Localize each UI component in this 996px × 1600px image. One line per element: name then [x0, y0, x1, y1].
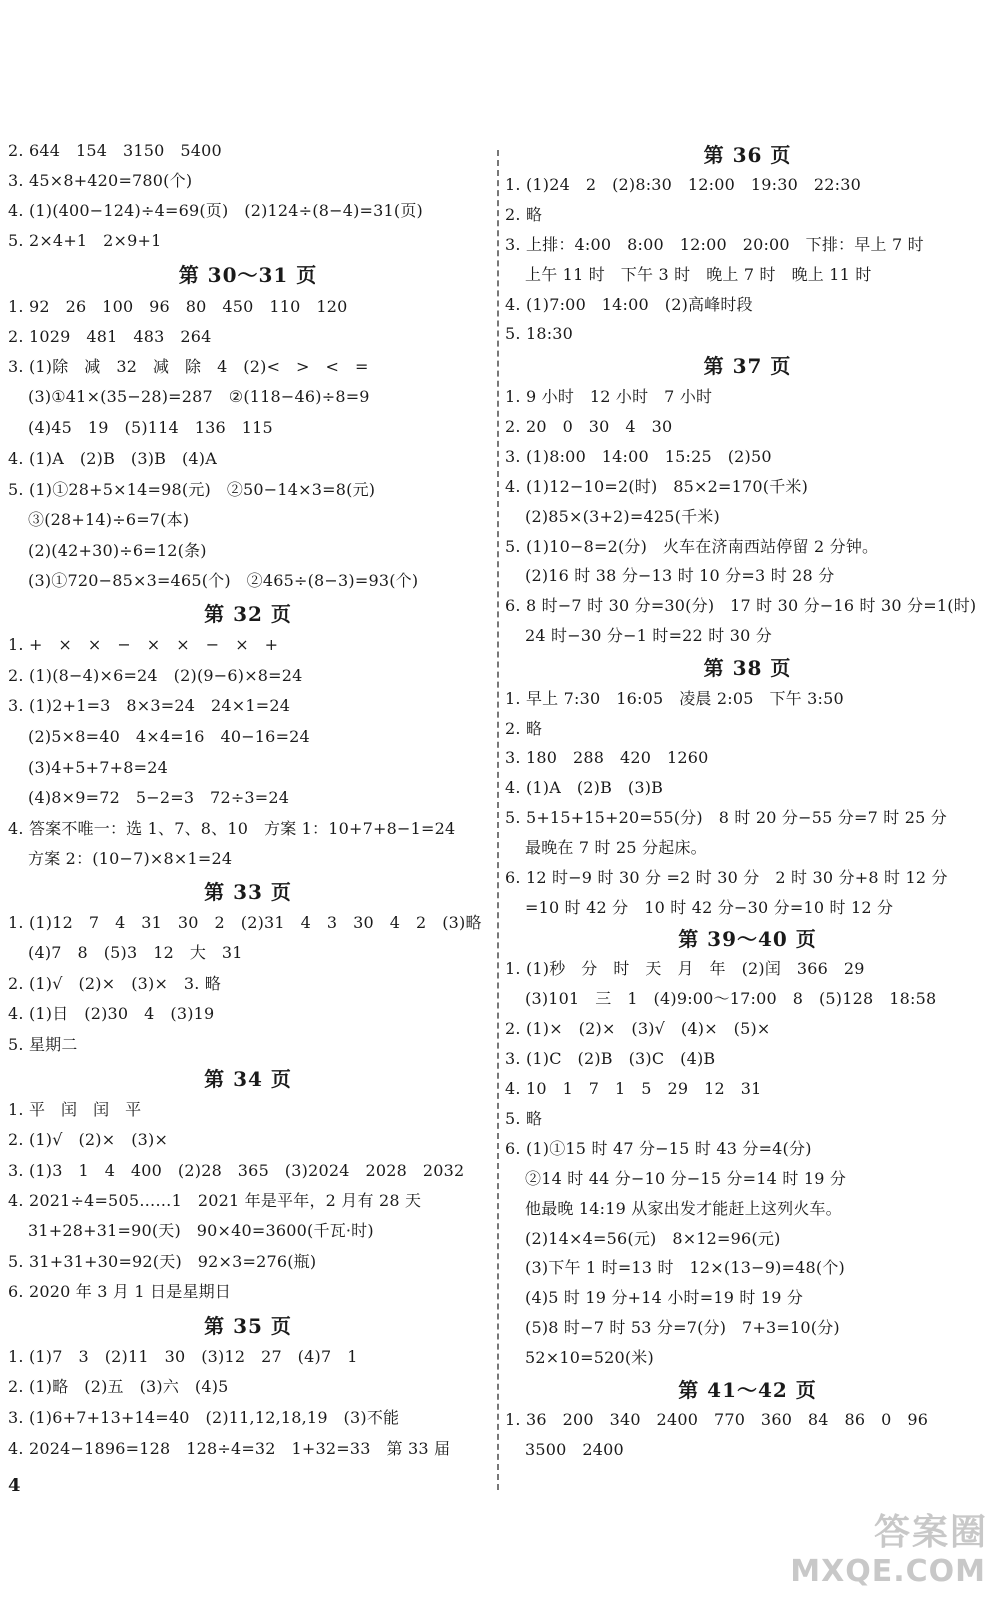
answer-line: 3. (1)8:00 14:00 15:25 (2)50: [505, 447, 772, 466]
section-heading-p36: 第 36 页: [703, 143, 792, 167]
answer-line: 5. (1)①28+5×14=98(元) ②50−14×3=8(元): [8, 480, 376, 499]
answer-line: 4. (1)(400−124)÷4=69(页) (2)124÷(8−4)=31(页): [8, 201, 423, 220]
answer-line: 1. 92 26 100 96 80 450 110 120: [8, 297, 348, 316]
answer-line: 6. (1)①15 时 47 分−15 时 43 分=4(分): [505, 1139, 812, 1158]
answer-line: 他最晚 14:19 从家出发才能赶上这列火车。: [525, 1199, 842, 1218]
answer-line: 2. 略: [505, 719, 543, 738]
watermark: [790, 1504, 988, 1594]
answer-line: 2. (1)√ (2)× (3)× 3. 略: [8, 974, 222, 993]
answer-line: 3. (1)2+1=3 8×3=24 24×1=24: [8, 696, 291, 715]
answer-line: (3)4+5+7+8=24: [28, 758, 168, 777]
answer-line: 2. 644 154 3150 5400: [8, 141, 222, 160]
answer-line: (3)①720−85×3=465(个) ②465÷(8−3)=93(个): [28, 571, 419, 590]
answer-line: 3500 2400: [525, 1440, 624, 1459]
answer-line: 5. 略: [505, 1109, 543, 1128]
answer-line: (2)5×8=40 4×4=16 40−16=24: [28, 727, 310, 746]
answer-line: 52×10=520(米): [525, 1348, 654, 1367]
answer-line: 1. (1)7 3 (2)11 30 (3)12 27 (4)7 1: [8, 1347, 358, 1366]
column-divider: [497, 150, 499, 1490]
answer-line: 1. (1)24 2 (2)8:30 12:00 19:30 22:30: [505, 175, 861, 194]
answer-line: 4. (1)日 (2)30 4 (3)19: [8, 1004, 215, 1023]
answer-line: 5. 星期二: [8, 1035, 78, 1054]
answer-line: 4. 答案不唯一：选 1、7、8、10 方案 1：10+7+8−1=24: [8, 819, 456, 838]
answer-line: 1. 9 小时 12 小时 7 小时: [505, 387, 713, 406]
answer-line: 1. + × × − × × − × +: [8, 635, 279, 654]
watermark-url: MXQE.COM: [790, 1554, 986, 1589]
section-heading-p39-40: 第 39～40 页: [678, 927, 817, 951]
answer-line: 5. 18:30: [505, 324, 574, 343]
answer-line: 最晚在 7 时 25 分起床。: [525, 838, 707, 857]
answer-line: =10 时 42 分 10 时 42 分−30 分=10 时 12 分: [525, 898, 894, 917]
section-heading-p41-42: 第 41～42 页: [678, 1378, 817, 1402]
answer-line: 2. 略: [505, 205, 543, 224]
answer-line: 5. 31+31+30=92(天) 92×3=276(瓶): [8, 1252, 317, 1271]
answer-line: 2. (1)√ (2)× (3)×: [8, 1130, 169, 1149]
answer-line: (5)8 时−7 时 53 分=7(分) 7+3=10(分): [525, 1318, 840, 1337]
answer-line: (2)(42+30)÷6=12(条): [28, 541, 207, 560]
answer-line: 1. 平 闰 闰 平: [8, 1100, 142, 1119]
answer-line: 4. (1)A (2)B (3)B: [505, 778, 664, 797]
section-heading-p34: 第 34 页: [204, 1067, 292, 1091]
answer-line: (4)8×9=72 5−2=3 72÷3=24: [28, 788, 290, 807]
section-heading-p30-31: 第 30～31 页: [178, 263, 318, 287]
answer-line: 4. (1)7:00 14:00 (2)高峰时段: [505, 295, 753, 314]
answer-line: (2)16 时 38 分−13 时 10 分=3 时 28 分: [525, 566, 835, 585]
section-heading-p37: 第 37 页: [703, 354, 792, 378]
answer-line: 6. 12 时−9 时 30 分 =2 时 30 分 2 时 30 分+8 时 12 分: [505, 868, 948, 887]
page-number: 4: [8, 1475, 21, 1496]
answer-line: 6. 8 时−7 时 30 分=30(分) 17 时 30 分−16 时 30 分=1(时): [505, 596, 977, 615]
answer-line: 2. 20 0 30 4 30: [505, 417, 673, 436]
answer-line: ②14 时 44 分−10 分−15 分=14 时 19 分: [525, 1169, 847, 1188]
answer-line: 2. 1029 481 483 264: [8, 327, 212, 346]
section-heading-p33: 第 33 页: [204, 880, 292, 904]
answer-line: 方案 2：(10−7)×8×1=24: [28, 849, 233, 868]
answer-line: 4. 2021÷4=505……1 2021 年是平年，2 月有 28 天: [8, 1191, 422, 1210]
answer-line: 3. 上排：4:00 8:00 12:00 20:00 下排：早上 7 时: [505, 235, 924, 254]
answer-line: (2)85×(3+2)=425(千米): [525, 507, 720, 526]
answer-line: (4)5 时 19 分+14 小时=19 时 19 分: [525, 1288, 804, 1307]
answer-line: 5. 2×4+1 2×9+1: [8, 231, 162, 250]
answer-line: 31+28+31=90(天) 90×40=3600(千瓦·时): [28, 1221, 374, 1240]
answer-line: (3)101 三 1 (4)9:00～17:00 8 (5)128 18:58: [525, 989, 937, 1008]
answer-line: 2. (1)略 (2)五 (3)六 (4)5: [8, 1377, 229, 1396]
section-heading-p35: 第 35 页: [204, 1314, 292, 1338]
answer-line: ③(28+14)÷6=7(本): [28, 510, 190, 529]
answer-line: 3. (1)6+7+13+14=40 (2)11,12,18,19 (3)不能: [8, 1408, 400, 1427]
answer-line: 1. (1)秒 分 时 天 月 年 (2)闰 366 29: [505, 959, 865, 978]
answer-line: 1. (1)12 7 4 31 30 2 (2)31 4 3 30 4 2 (3)略: [8, 913, 482, 932]
watermark-logo: 答案圈: [873, 1512, 988, 1553]
answer-line: 4. 10 1 7 1 5 29 12 31: [505, 1079, 762, 1098]
answer-line: 5. 5+15+15+20=55(分) 8 时 20 分−55 分=7 时 25 分: [505, 808, 947, 827]
answer-line: 1. 36 200 340 2400 770 360 84 86 0 96: [505, 1410, 929, 1429]
answer-line: 3. (1)除 减 32 减 除 4 (2)< > < =: [8, 357, 369, 376]
answer-line: 4. (1)12−10=2(时) 85×2=170(千米): [505, 477, 809, 496]
answer-line: 4. 2024−1896=128 128÷4=32 1+32=33 第 33 届: [8, 1439, 451, 1458]
answer-line: 3. 45×8+420=780(个): [8, 171, 193, 190]
answer-line: (3)下午 1 时=13 时 12×(13−9)=48(个): [525, 1258, 845, 1277]
answer-line: 4. (1)A (2)B (3)B (4)A: [8, 449, 218, 468]
answer-line: (3)①41×(35−28)=287 ②(118−46)÷8=9: [28, 387, 370, 406]
section-heading-p38: 第 38 页: [703, 656, 792, 680]
answer-line: 2. (1)(8−4)×6=24 (2)(9−6)×8=24: [8, 666, 303, 685]
answer-line: (4)7 8 (5)3 12 大 31: [28, 943, 243, 962]
answer-line: 24 时−30 分−1 时=22 时 30 分: [525, 626, 772, 645]
section-heading-p32: 第 32 页: [204, 602, 292, 626]
answer-line: (2)14×4=56(元) 8×12=96(元): [525, 1229, 781, 1248]
answer-line: 2. (1)× (2)× (3)√ (4)× (5)×: [505, 1019, 771, 1038]
answer-line: 5. (1)10−8=2(分) 火车在济南西站停留 2 分钟。: [505, 537, 879, 556]
answer-line: 3. (1)3 1 4 400 (2)28 365 (3)2024 2028 2032: [8, 1161, 465, 1180]
answer-line: 3. 180 288 420 1260: [505, 748, 709, 767]
answer-line: 1. 早上 7:30 16:05 凌晨 2:05 下午 3:50: [505, 689, 844, 708]
answer-line: 3. (1)C (2)B (3)C (4)B: [505, 1049, 716, 1068]
answer-line: (4)45 19 (5)114 136 115: [28, 418, 273, 437]
answer-line: 上午 11 时 下午 3 时 晚上 7 时 晚上 11 时: [525, 265, 872, 284]
answer-line: 6. 2020 年 3 月 1 日是星期日: [8, 1282, 232, 1301]
